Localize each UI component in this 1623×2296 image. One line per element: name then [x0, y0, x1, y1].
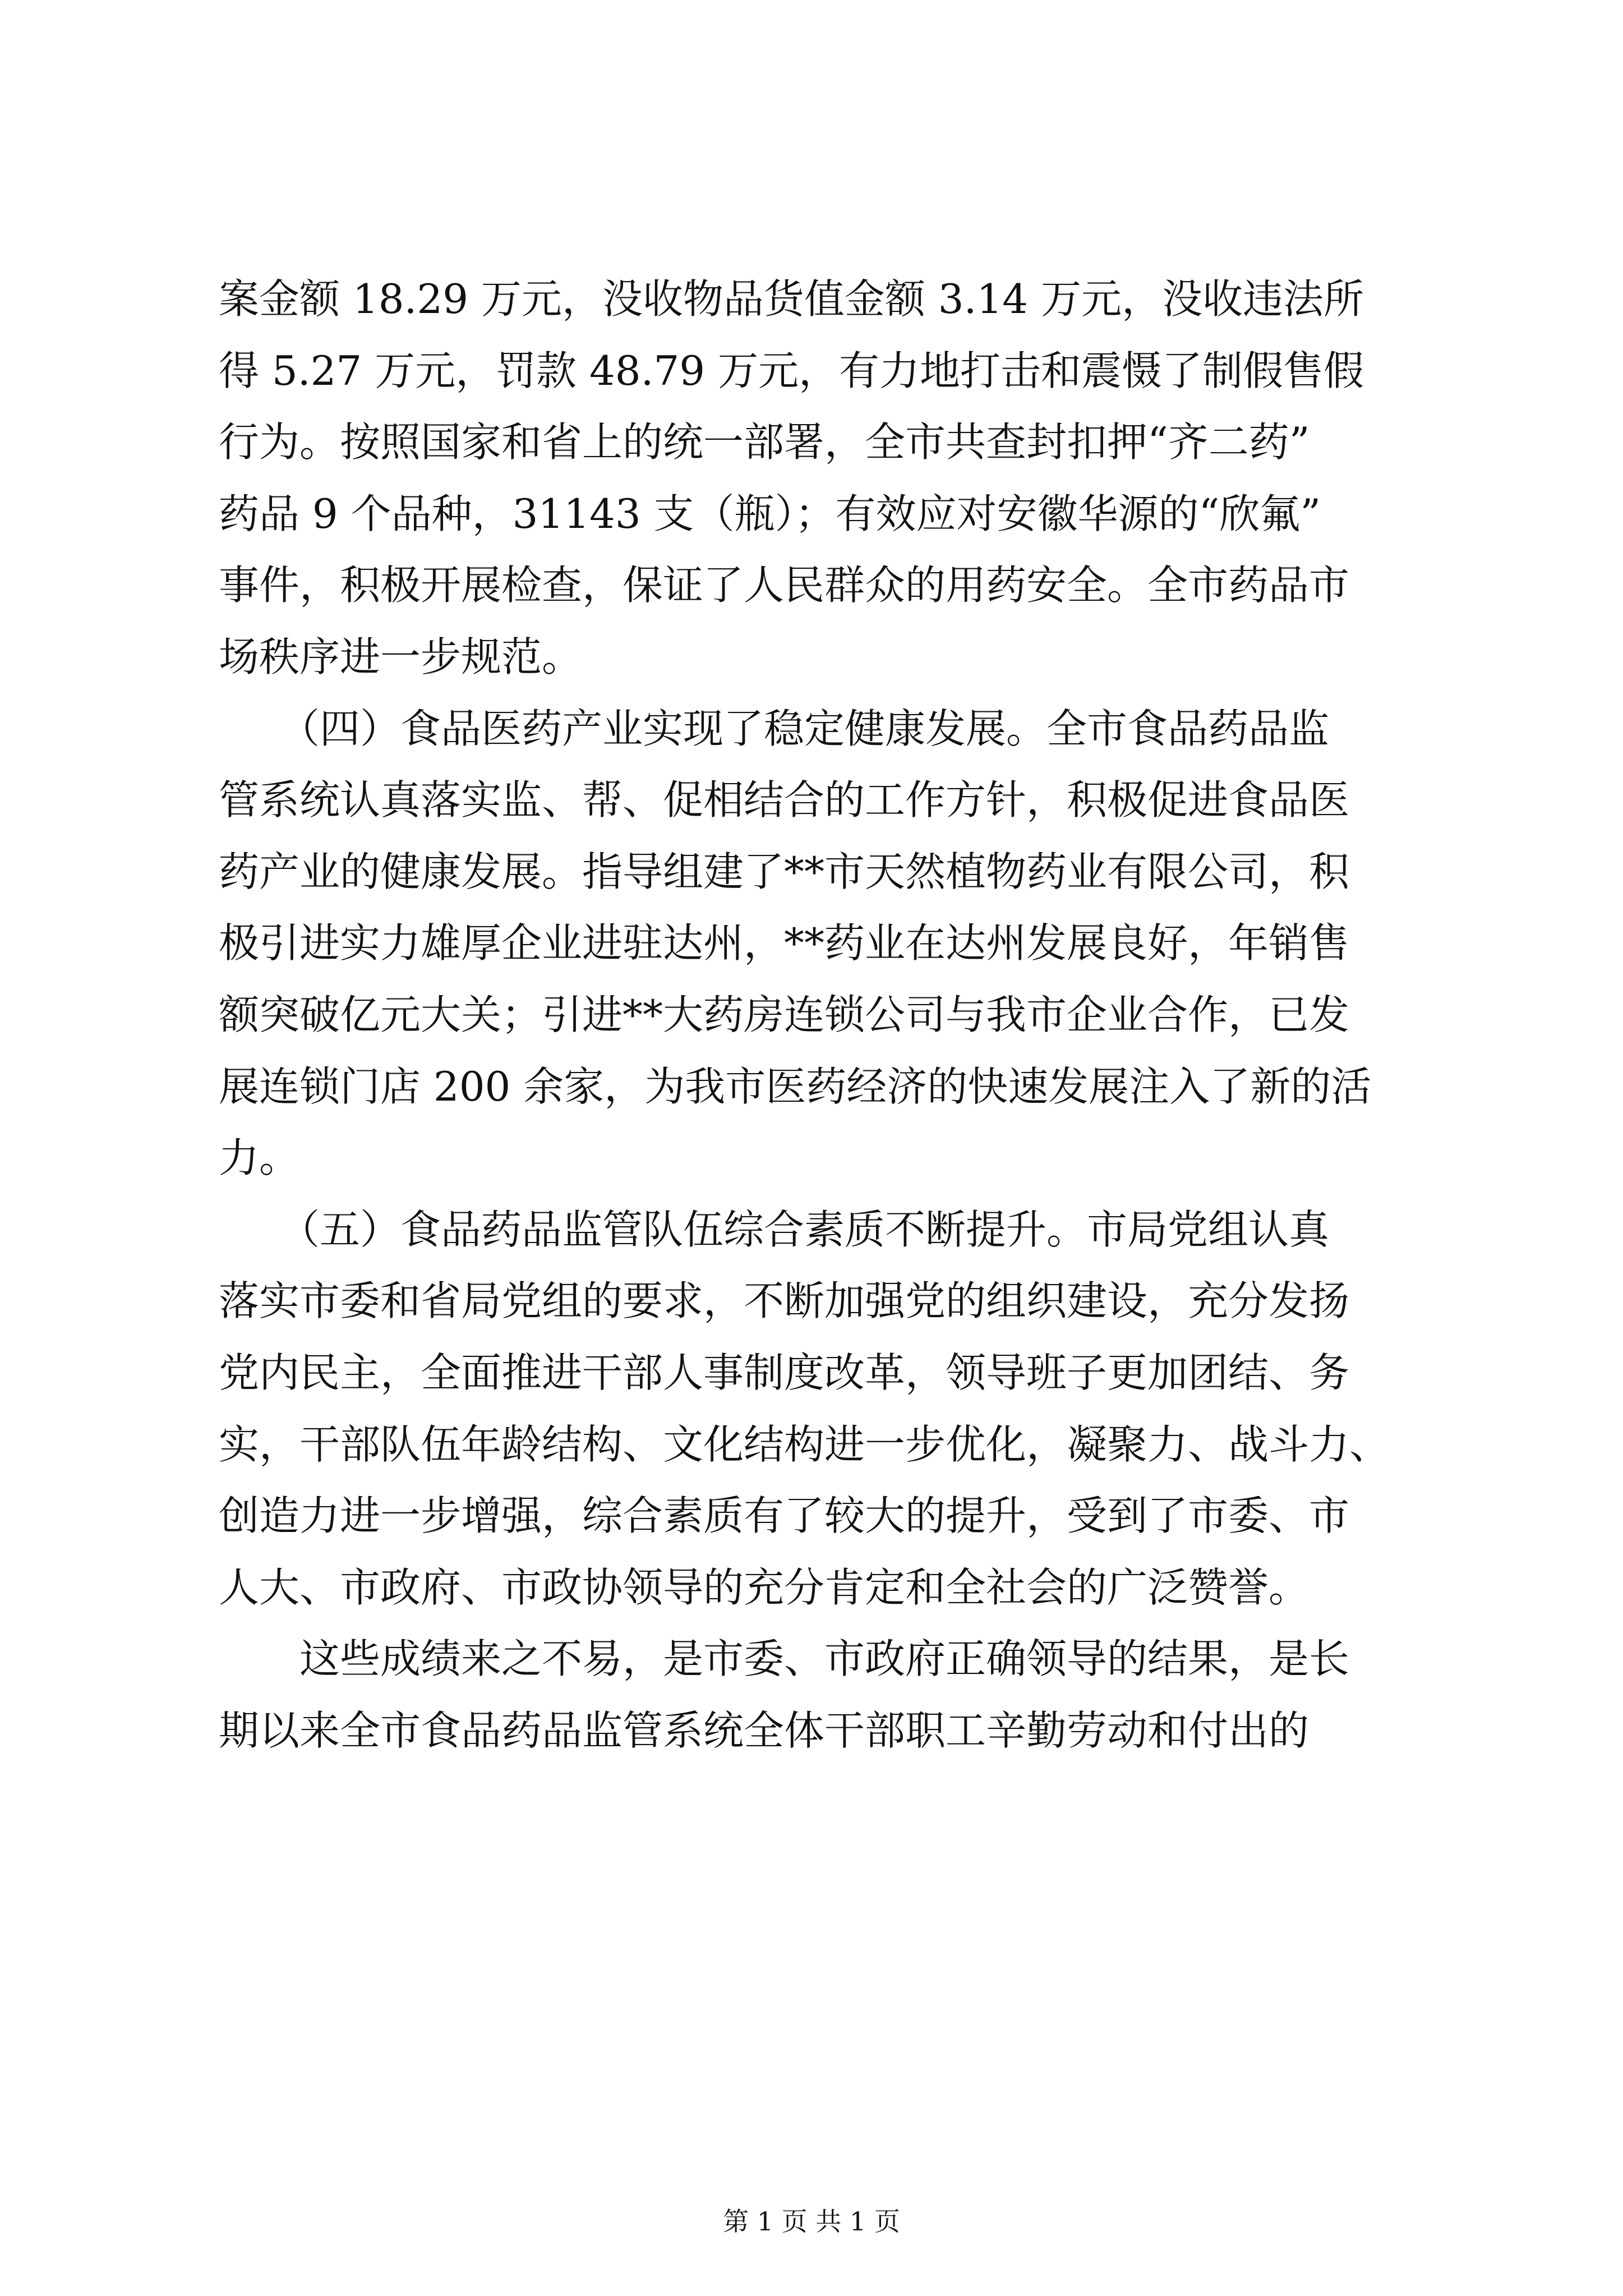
text-line: （五）食品药品监管队伍综合素质不断提升。市局党组认真 — [219, 1205, 1330, 1253]
text-line: 期以来全市食品药品监管系统全体干部职工辛勤劳动和付出的 — [219, 1706, 1310, 1754]
text-line: 极引进实力雄厚企业进驻达州，**药业在达州发展良好，年销售 — [219, 919, 1350, 967]
text-line: 人大、市政府、市政协领导的充分肯定和全社会的广泛赞誉。 — [219, 1563, 1310, 1611]
text-line: 案金额 18.29 万元，没收物品货值金额 3.14 万元，没收违法所 — [219, 275, 1364, 323]
text-line: 力。 — [219, 1134, 300, 1182]
text-line: 创造力进一步增强，综合素质有了较大的提升，受到了市委、市 — [219, 1492, 1350, 1540]
text-line: 这些成绩来之不易，是市委、市政府正确领导的结果，是长 — [219, 1635, 1350, 1683]
body-text — [219, 264, 1419, 1766]
text-line: 展连锁门店 200 余家，为我市医药经济的快速发展注入了新的活 — [219, 1062, 1372, 1110]
text-line: 得 5.27 万元，罚款 48.79 万元，有力地打击和震慑了制假售假 — [219, 347, 1364, 394]
text-line: 行为。按照国家和省上的统一部署，全市共查封扣押“齐二药” — [219, 418, 1310, 466]
text-line: 党内民主，全面推进干部人事制度改革，领导班子更加团结、务 — [219, 1349, 1350, 1396]
text-line: 药产业的健康发展。指导组建了**市天然植物药业有限公司，积 — [219, 848, 1350, 895]
text-line: 额突破亿元大关；引进**大药房连锁公司与我市企业合作，已发 — [219, 991, 1350, 1038]
text-line: 落实市委和省局党组的要求，不断加强党的组织建设，充分发扬 — [219, 1277, 1350, 1325]
text-line: 管系统认真落实监、帮、促相结合的工作方针，积极促进食品医 — [219, 776, 1350, 824]
text-line: 药品 9 个品种，31143 支（瓶）；有效应对安徽华源的“欣氟” — [219, 490, 1321, 537]
page-number-footer: 第 1 页 共 1 页 — [723, 2206, 900, 2237]
text-line: 事件，积极开展检查，保证了人民群众的用药安全。全市药品市 — [219, 562, 1350, 609]
text-line: （四）食品医药产业实现了稳定健康发展。全市食品药品监 — [219, 705, 1330, 752]
text-line: 实，干部队伍年龄结构、文化结构进一步优化，凝聚力、战斗力、 — [219, 1420, 1390, 1468]
text-line: 场秩序进一步规范。 — [219, 633, 583, 680]
